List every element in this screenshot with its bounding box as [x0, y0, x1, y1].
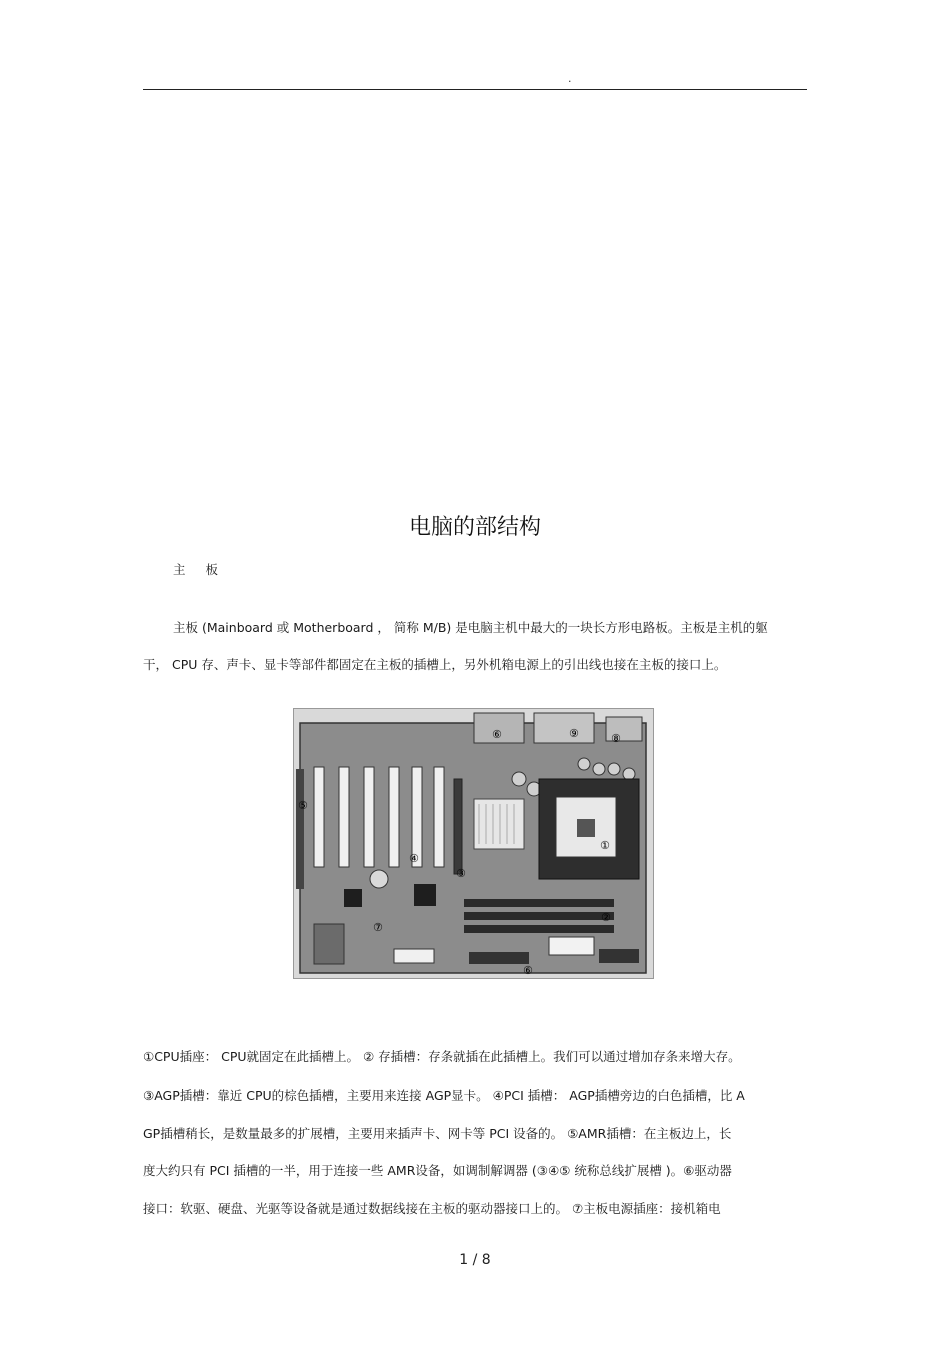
pci-slot [339, 767, 349, 867]
intro-line-2: 干， CPU 存、声卡、显卡等部件都固定在主板的插槽上，另外机箱电源上的引出线也接在主板的接口上。 [143, 657, 727, 672]
pci-slot [364, 767, 374, 867]
front-panel-connector [394, 949, 434, 963]
description-line-4: 度大约只有 PCI 插槽的一半，用于连接一些 AMR设备，如调制解调器 (③④⑤ 统称总线扩展槽 )。⑥驱动器 [143, 1163, 732, 1178]
ide-connector [469, 952, 529, 964]
section-heading: 主 板 [173, 562, 226, 577]
callout-2: ② [601, 911, 611, 924]
description-line-1: ①CPU插座： CPU就固定在此插槽上。 ② 存插槽：存条就插在此插槽上。我们可以通过增加存条来增大存。 [143, 1049, 741, 1064]
power-connector [549, 937, 594, 955]
pci-slot [314, 767, 324, 867]
intro-line-1: 主板 (Mainboard 或 Motherboard ， 简称 M/B) 是电脑主机中最大的一块长方形电路板。主板是主机的躯 [173, 620, 768, 635]
callout-1: ① [600, 839, 610, 852]
description-line-5: 接口：软驱、硬盘、光驱等设备就是通过数据线接在主板的驱动器接口上的。 ⑦主板电源插座：接机箱电 [143, 1201, 721, 1216]
edge-slot [296, 769, 304, 889]
callout-6-top: ⑥ [492, 728, 502, 741]
memory-slot [464, 925, 614, 933]
callout-5: ⑤ [298, 799, 308, 812]
cmos-battery [370, 870, 388, 888]
callout-8: ⑧ [611, 732, 621, 745]
memory-slots [464, 899, 614, 933]
pci-slot [434, 767, 444, 867]
memory-slot [464, 912, 614, 920]
pci-slot [389, 767, 399, 867]
motherboard-figure [293, 708, 654, 979]
callout-3: ③ [456, 867, 466, 880]
header-pins [314, 924, 344, 964]
io-chip [414, 884, 436, 906]
agp-slot [454, 779, 462, 874]
page-number: 1 / 8 [459, 1252, 491, 1268]
audio-chip [344, 889, 362, 907]
io-connector-parallel [534, 713, 594, 743]
callout-6-bottom: ⑥ [523, 964, 533, 977]
memory-slot [464, 899, 614, 907]
callout-7: ⑦ [373, 921, 383, 934]
chipset-heatsink [474, 799, 524, 849]
document-title: 电脑的部结构 [408, 515, 541, 540]
floppy-connector [599, 949, 639, 963]
cpu-socket-center [577, 819, 595, 837]
callout-9: ⑨ [569, 727, 579, 740]
header-mark: . [568, 72, 572, 85]
header-rule [143, 89, 807, 90]
motherboard-illustration [294, 709, 653, 978]
description-line-2: ③AGP插槽：靠近 CPU的棕色插槽，主要用来连接 AGP显卡。 ④PCI 插槽： AGP插槽旁边的白色插槽，比 A [143, 1088, 745, 1103]
callout-4: ④ [409, 852, 419, 865]
description-line-3: GP插槽稍长，是数量最多的扩展槽，主要用来插声卡、网卡等 PCI 设备的。 ⑤AMR插槽：在主板边上，长 [143, 1126, 732, 1141]
